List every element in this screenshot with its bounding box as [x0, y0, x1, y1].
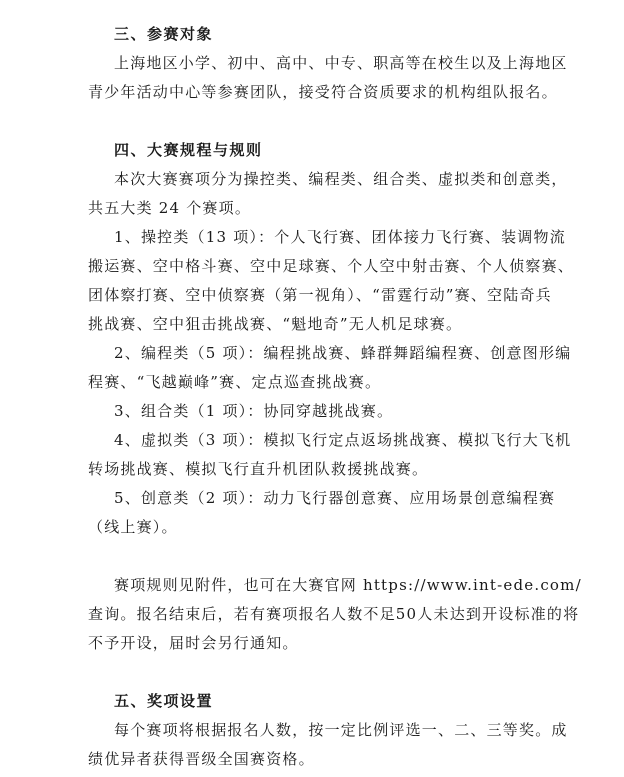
- paragraph-line: 绩优异者获得晋级全国赛资格。: [88, 750, 315, 768]
- rule-item-line: 团体察打赛、空中侦察赛（第一视角）、“雷霆行动”赛、空陆奇兵: [88, 286, 552, 304]
- rule-item-line: 挑战赛、空中狙击挑战赛、“魁地奇”无人机足球赛。: [88, 315, 463, 333]
- paragraph-line: 上海地区小学、初中、高中、中专、职高等在校生以及上海地区: [114, 54, 568, 72]
- rule-item-line: 4、虚拟类（3 项）：模拟飞行定点返场挑战赛、模拟飞行大飞机: [114, 431, 572, 449]
- rule-item-line: 搬运赛、空中格斗赛、空中足球赛、个人空中射击赛、个人侦察赛、: [88, 257, 575, 275]
- section-heading-participants: 三、参赛对象: [114, 25, 214, 43]
- paragraph-line: 赛项规则见附件，也可在大赛官网 https://www.int-ede.com/: [114, 576, 582, 594]
- rule-item-line: （线上赛）。: [88, 518, 178, 536]
- paragraph-line: 青少年活动中心等参赛团队，接受符合资质要求的机构组队报名。: [88, 83, 558, 101]
- paragraph-line: 不予开设，届时会另行通知。: [88, 634, 299, 652]
- paragraph-line: 每个赛项将根据报名人数，按一定比例评选一、二、三等奖。成: [114, 721, 568, 739]
- rule-item-line: 程赛、“飞越巅峰”赛、定点巡查挑战赛。: [88, 373, 382, 391]
- rule-item-line: 5、创意类（2 项）：动力飞行器创意赛、应用场景创意编程赛: [114, 489, 556, 507]
- section-heading-awards: 五、奖项设置: [114, 692, 214, 710]
- section-heading-rules: 四、大赛规程与规则: [114, 141, 263, 159]
- rule-item-line: 2、编程类（5 项）：编程挑战赛、蜂群舞蹈编程赛、创意图形编: [114, 344, 572, 362]
- paragraph-line: 共五大类 24 个赛项。: [88, 199, 252, 217]
- paragraph-line: 查询。报名结束后，若有赛项报名人数不足50人未达到开设标准的将: [88, 605, 580, 623]
- paragraph-line: 本次大赛赛项分为操控类、编程类、组合类、虚拟类和创意类，: [114, 170, 568, 188]
- rule-item-line: 3、组合类（1 项）：协同穿越挑战赛。: [114, 402, 394, 420]
- rule-item-line: 转场挑战赛、模拟飞行直升机团队救援挑战赛。: [88, 460, 429, 478]
- rule-item-line: 1、操控类（13 项）：个人飞行赛、团体接力飞行赛、装调物流: [114, 228, 566, 246]
